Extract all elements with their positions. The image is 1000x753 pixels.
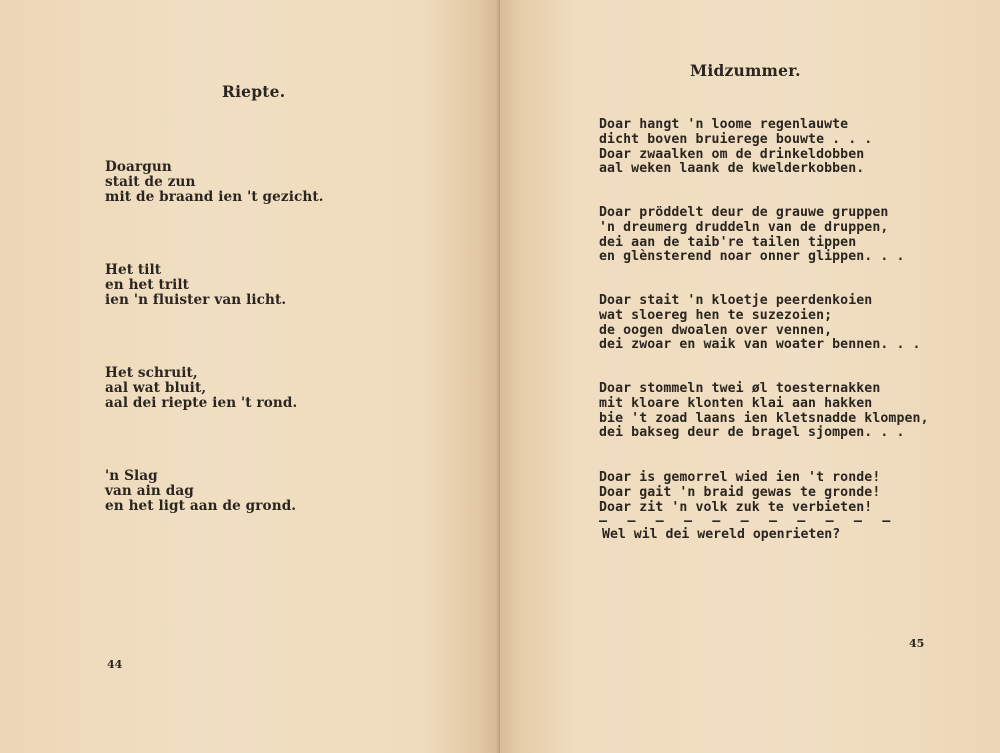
poem-line: Doar hangt 'n loome regenlauwte xyxy=(599,117,849,132)
dash-separator: — — — — — — — — — — — xyxy=(599,514,897,530)
poem-line: de oogen dwoalen over vennen, xyxy=(599,322,833,338)
poem-line: Doar stait 'n kloetje peerdenkoien xyxy=(599,293,873,308)
poem-line: en het ligt aan de grond. xyxy=(105,497,297,514)
poem-line: dei zwoar en waik van woater bennen. . . xyxy=(599,337,921,353)
poem-line: dicht boven bruierege bouwte . . . xyxy=(599,131,873,147)
poem-line: dei bakseg deur de bragel sjompen. . . xyxy=(599,425,905,441)
left-stanza-3 xyxy=(105,366,297,410)
poem-line: Doar zwaalken om de drinkeldobben xyxy=(599,146,865,162)
page-number-right: 45 xyxy=(909,637,925,650)
left-stanza-2 xyxy=(105,263,286,307)
poem-line: en glènsterend noar onner glippen. . . xyxy=(599,249,905,265)
left-poem-title: Riepte. xyxy=(222,82,286,101)
poem-line: Het tilt xyxy=(105,262,162,278)
poem-line: bie 't zoad laans ien kletsnadde klompen, xyxy=(599,410,929,426)
right-stanza-4 xyxy=(599,382,929,441)
poem-line: 'n dreumerg druddeln van de druppen, xyxy=(599,219,889,235)
poem-line: Doar stommeln twei øl toesternakken xyxy=(599,381,881,396)
right-stanza-5 xyxy=(599,471,896,530)
right-page xyxy=(500,0,1000,753)
poem-line: en het trilt xyxy=(105,276,190,293)
page-number-left: 44 xyxy=(107,658,123,671)
poem-line: Doar is gemorrel wied ien 't ronde! xyxy=(599,470,881,485)
poem-line: dei aan de taib're tailen tippen xyxy=(599,234,857,250)
poem-line: aal dei riepte ien 't rond. xyxy=(105,394,298,411)
poem-line: mit de braand ien 't gezicht. xyxy=(105,188,324,205)
poem-line: Doar gait 'n braid gewas te gronde! xyxy=(599,484,881,500)
poem-line: mit kloare klonten klai aan hakken xyxy=(599,395,873,411)
poem-line: stait de zun xyxy=(105,173,196,190)
poem-line: Het schruit, xyxy=(105,365,198,381)
left-stanza-1 xyxy=(105,160,324,204)
poem-line: aal weken laank de kwelderkobben. xyxy=(599,161,865,177)
poem-line: ien 'n fluister van licht. xyxy=(105,291,287,308)
poem-line: wat sloereg hen te suzezoien; xyxy=(599,307,833,323)
poem-line: 'n Slag xyxy=(105,468,158,484)
poem-line: Doar pröddelt deur de grauwe gruppen xyxy=(599,205,889,220)
right-stanza-1 xyxy=(599,118,872,177)
poem-line: Doargun xyxy=(105,159,172,175)
poem-line: aal wat bluit, xyxy=(105,379,207,396)
poem-line: Doar zit 'n volk zuk te verbieten! xyxy=(599,499,873,515)
poem-line: van ain dag xyxy=(105,482,194,499)
right-stanza-3 xyxy=(599,294,921,353)
right-poem-title: Midzummer. xyxy=(690,61,801,80)
final-line: Wel wil dei wereld openrieten? xyxy=(602,527,841,542)
right-stanza-2 xyxy=(599,206,905,265)
left-stanza-4 xyxy=(105,469,296,513)
